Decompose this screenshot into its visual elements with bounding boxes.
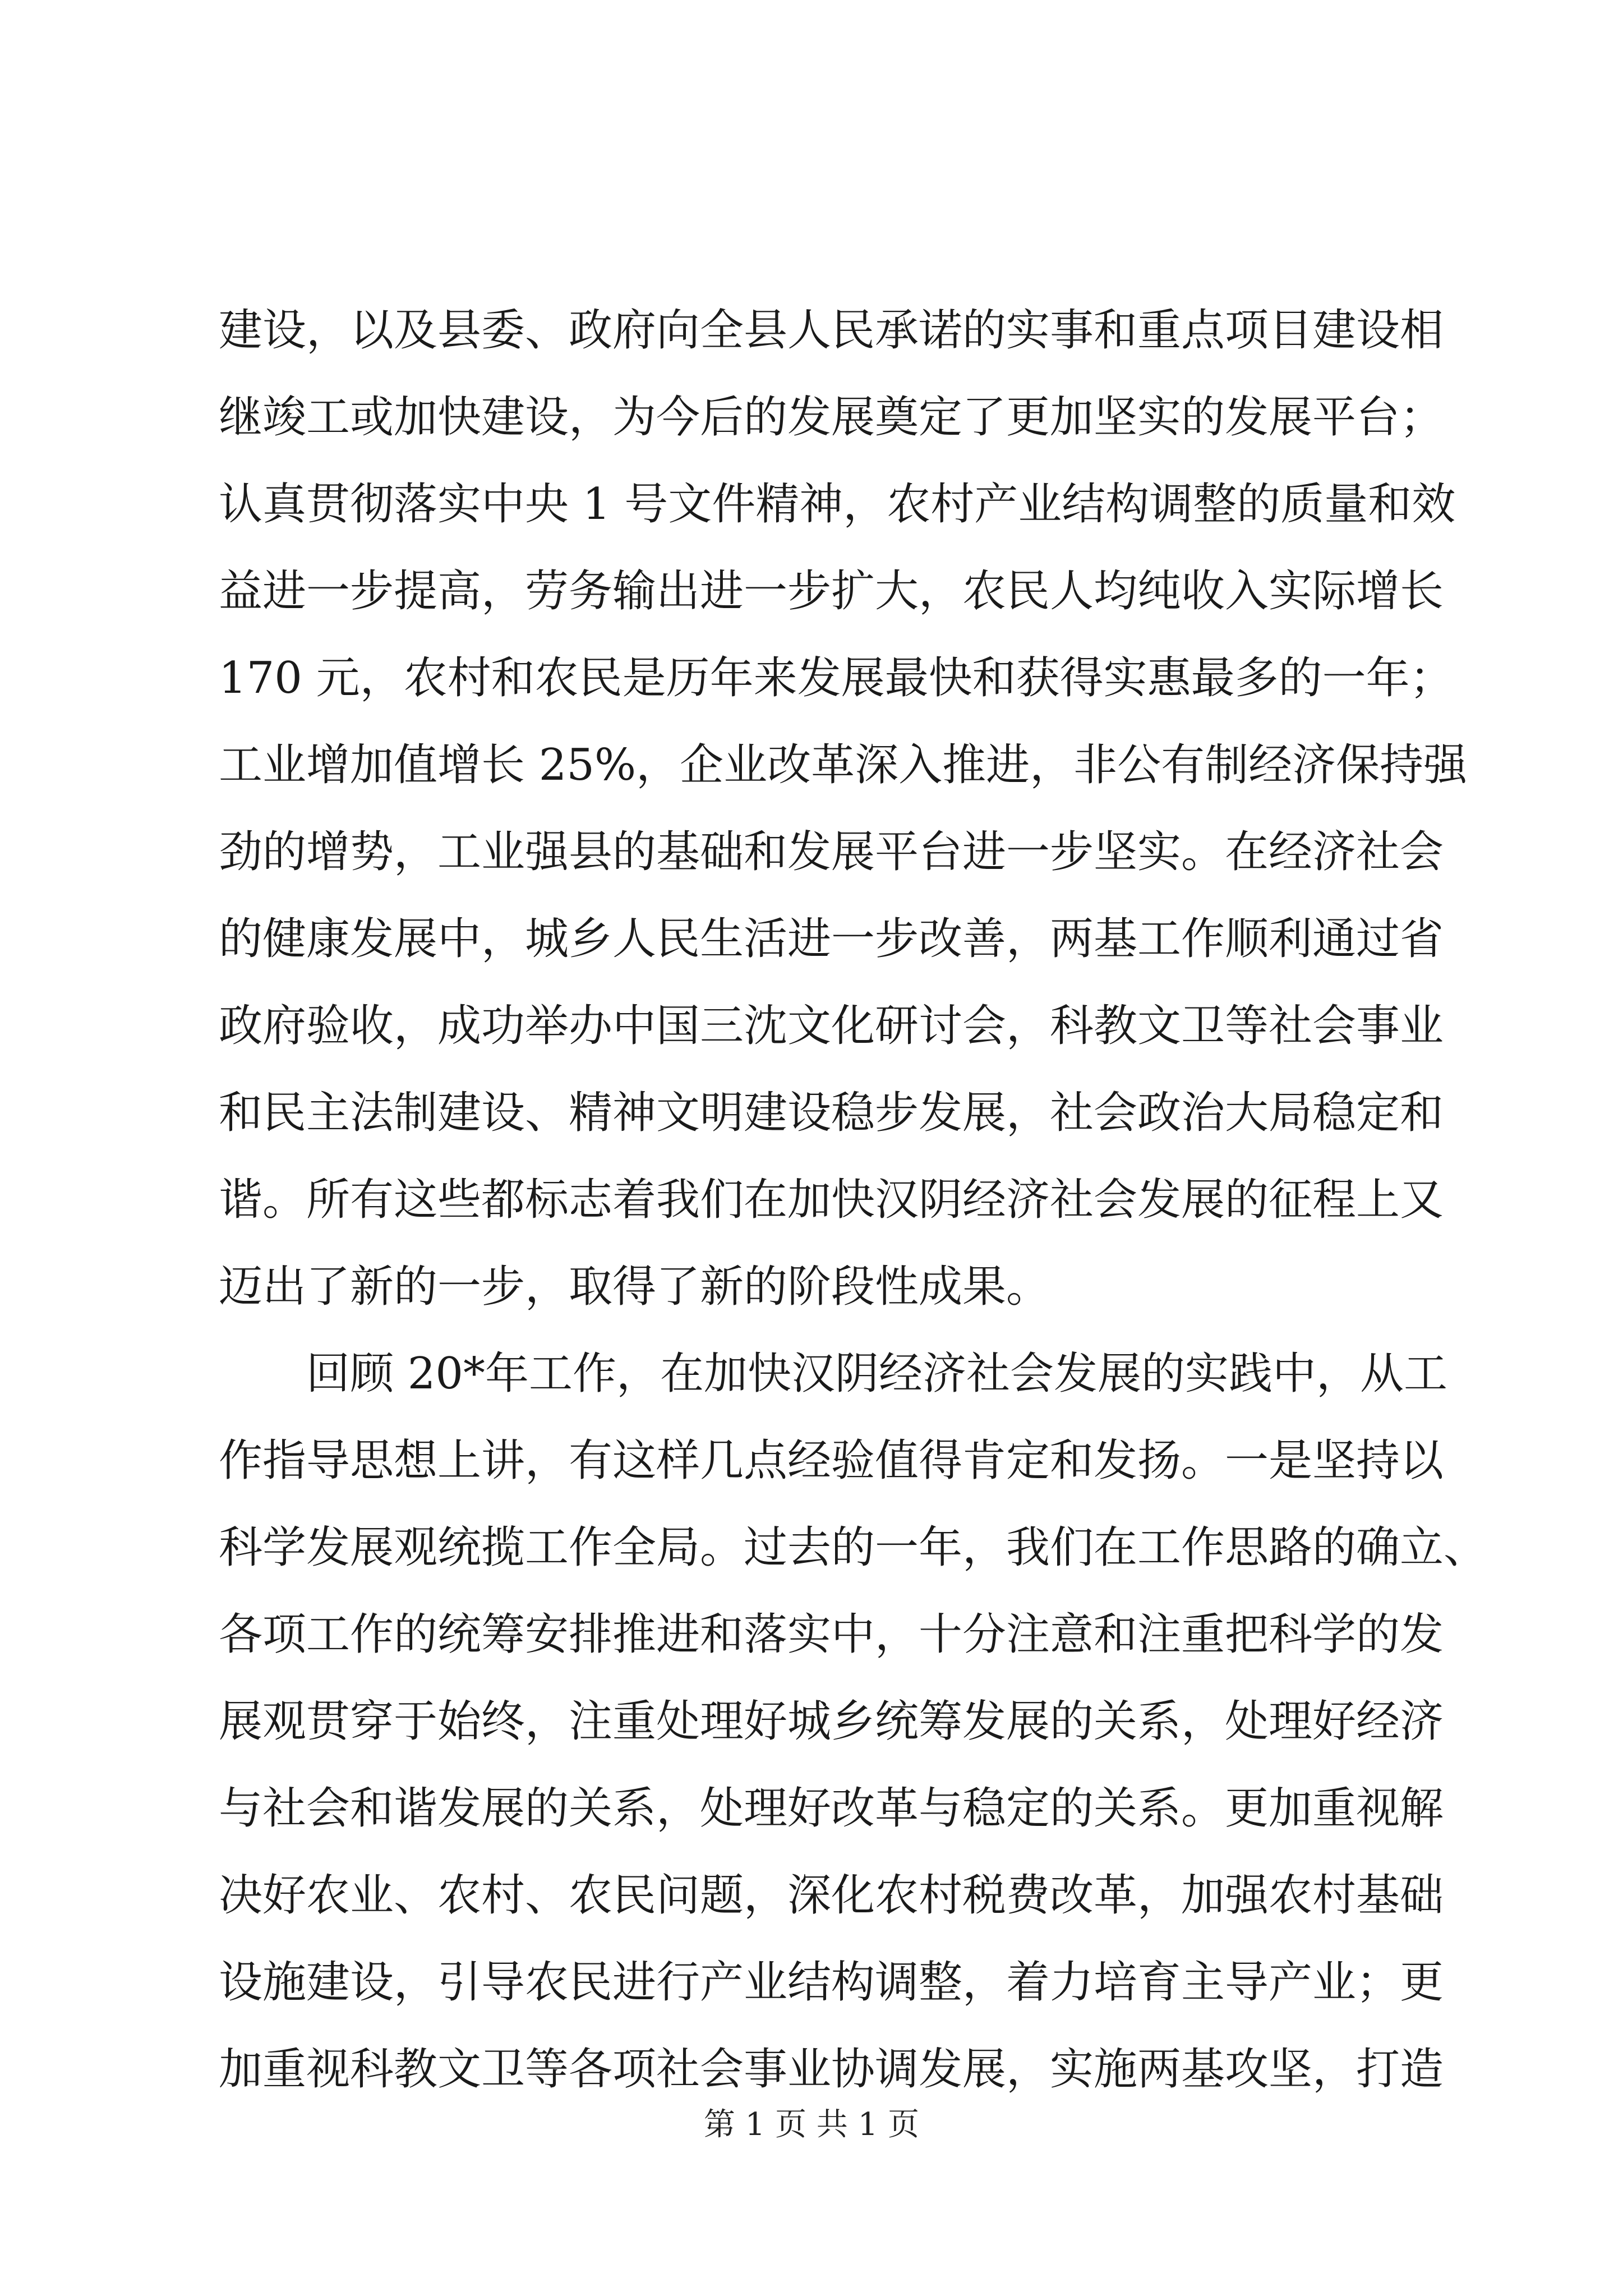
text-line: 展观贯穿于始终，注重处理好城乡统筹发展的关系，处理好经济	[219, 1696, 1444, 1747]
text-line: 170 元，农村和农民是历年来发展最快和获得实惠最多的一年；	[219, 653, 1454, 703]
text-line: 工业增加值增长 25%，企业改革深入推进，非公有制经济保持强	[219, 740, 1468, 790]
text-line: 继竣工或加快建设，为今后的发展奠定了更加坚实的发展平台；	[219, 392, 1444, 443]
text-line: 和民主法制建设、精神文明建设稳步发展，社会政治大局稳定和	[219, 1088, 1444, 1138]
text-line: 作指导思想上讲，有这样几点经验值得肯定和发扬。一是坚持以	[219, 1435, 1444, 1486]
text-line: 迈出了新的一步，取得了新的阶段性成果。	[219, 1262, 1050, 1312]
text-line: 决好农业、农村、农民问题，深化农村税费改革，加强农村基础	[219, 1870, 1444, 1921]
text-line: 益进一步提高，劳务输出进一步扩大，农民人均纯收入实际增长	[219, 566, 1444, 616]
text-line: 政府验收，成功举办中国三沈文化研讨会，科教文卫等社会事业	[219, 1001, 1444, 1051]
body-text	[219, 287, 1488, 2113]
paragraph-first-line: 回顾 20*年工作，在加快汉阴经济社会发展的实践中，从工	[306, 1349, 1448, 1399]
text-line: 谐。所有这些都标志着我们在加快汉阴经济社会发展的征程上又	[219, 1175, 1444, 1225]
text-line: 与社会和谐发展的关系，处理好改革与稳定的关系。更加重视解	[219, 1783, 1444, 1834]
text-line: 科学发展观统揽工作全局。过去的一年，我们在工作思路的确立、	[219, 1522, 1488, 1573]
text-line: 加重视科教文卫等各项社会事业协调发展，实施两基攻坚，打造	[219, 2044, 1444, 2095]
text-line: 各项工作的统筹安排推进和落实中，十分注意和注重把科学的发	[219, 1609, 1444, 1660]
text-line: 建设，以及县委、政府向全县人民承诺的实事和重点项目建设相	[219, 305, 1444, 356]
text-line: 的健康发展中，城乡人民生活进一步改善，两基工作顺利通过省	[219, 914, 1444, 964]
page-footer: 第 1 页 共 1 页	[703, 2106, 920, 2143]
text-line: 认真贯彻落实中央 1 号文件精神，农村产业结构调整的质量和效	[219, 479, 1456, 530]
text-line: 劲的增势，工业强县的基础和发展平台进一步坚实。在经济社会	[219, 827, 1444, 877]
text-line: 设施建设，引导农民进行产业结构调整，着力培育主导产业；更	[219, 1957, 1444, 2008]
